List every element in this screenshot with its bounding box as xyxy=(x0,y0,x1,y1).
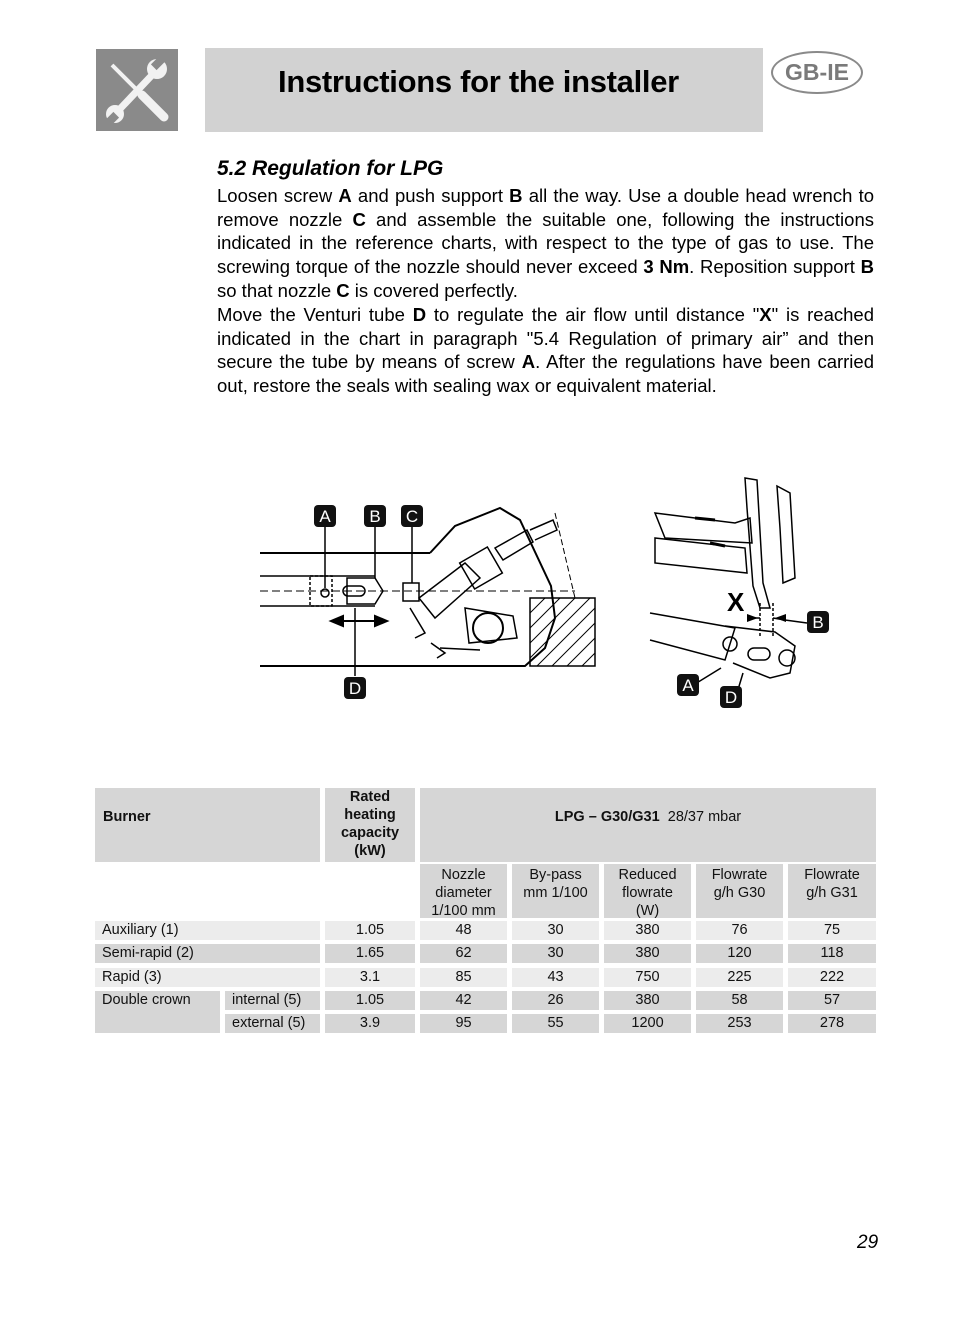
title-bar xyxy=(205,48,763,132)
instruction-paragraph-2: Move the Venturi tube D to regulate the air flow until distance "X" is reached indicated in the chart in paragraph "5.4 Regulation of primary air” and then secure the tube by means of screw A. After the regulations have been carried out, restore the seals with sealing wax or equivalent material. xyxy=(217,304,874,397)
region-badge: GB-IE xyxy=(771,51,863,94)
table-row: external (5) 3.9 95 55 1200 253 278 xyxy=(95,1011,876,1034)
svg-text:A: A xyxy=(682,676,694,695)
caliper-measurement-illustration xyxy=(650,478,807,693)
subheader-reduced-flowrate: Reduced flowrate (W) xyxy=(604,864,691,918)
svg-text:D: D xyxy=(724,688,738,707)
label-d-right xyxy=(720,686,742,708)
subheader-flowrate-g30: Flowrate g/h G30 xyxy=(696,864,783,918)
header-gas-type: LPG – G30/G31 28/37 mbar xyxy=(420,788,876,862)
label-b-right xyxy=(807,611,829,633)
subheader-bypass: By-pass mm 1/100 xyxy=(512,864,599,918)
header-burner: Burner xyxy=(95,788,320,862)
table-row: Semi-rapid (2) 1.65 62 30 380 120 118 xyxy=(95,941,876,964)
subheader-nozzle-diameter: Nozzle diameter 1/100 mm xyxy=(420,864,507,918)
svg-text:B: B xyxy=(369,507,381,526)
header-rated-capacity: Rated heating capacity (kW) xyxy=(325,788,415,862)
label-a-right xyxy=(677,674,699,696)
label-a-left xyxy=(314,505,336,527)
table-row: Auxiliary (1) 1.05 48 30 380 76 75 xyxy=(95,918,876,941)
svg-text:B: B xyxy=(812,613,824,632)
nozzle-specification-table xyxy=(95,788,876,1034)
svg-text:C: C xyxy=(405,507,419,526)
subheader-flowrate-g31: Flowrate g/h G31 xyxy=(788,864,876,918)
page-title: Instructions for the installer xyxy=(278,64,679,99)
burner-regulation-diagram xyxy=(255,468,855,718)
hatching xyxy=(530,598,595,666)
table-row: Double crown internal (5) 1.05 42 26 380 58 57 xyxy=(95,988,876,1011)
wrench-screwdriver-icon xyxy=(96,49,178,131)
instruction-paragraph-1: Loosen screw A and push support B all the way. Use a double head wrench to remove nozzle C and assemble the suitable one, following the instructions indicated in the reference charts, with respect to the type of gas to use. The screwing torque of the nozzle should never exceed 3 Nm. Reposition support B so that nozzle C is covered perfectly. xyxy=(217,185,874,301)
svg-text:D: D xyxy=(348,679,362,698)
label-c-left xyxy=(401,505,423,527)
label-x: X xyxy=(727,587,745,617)
table-row: Rapid (3) 3.1 85 43 750 225 222 xyxy=(95,965,876,988)
section-heading: 5.2 Regulation for LPG xyxy=(217,157,444,180)
nozzle-assembly-illustration xyxy=(260,508,595,666)
label-d-left xyxy=(344,677,366,699)
page-number: 29 xyxy=(857,1232,879,1253)
svg-text:A: A xyxy=(319,507,331,526)
label-b-left xyxy=(364,505,386,527)
